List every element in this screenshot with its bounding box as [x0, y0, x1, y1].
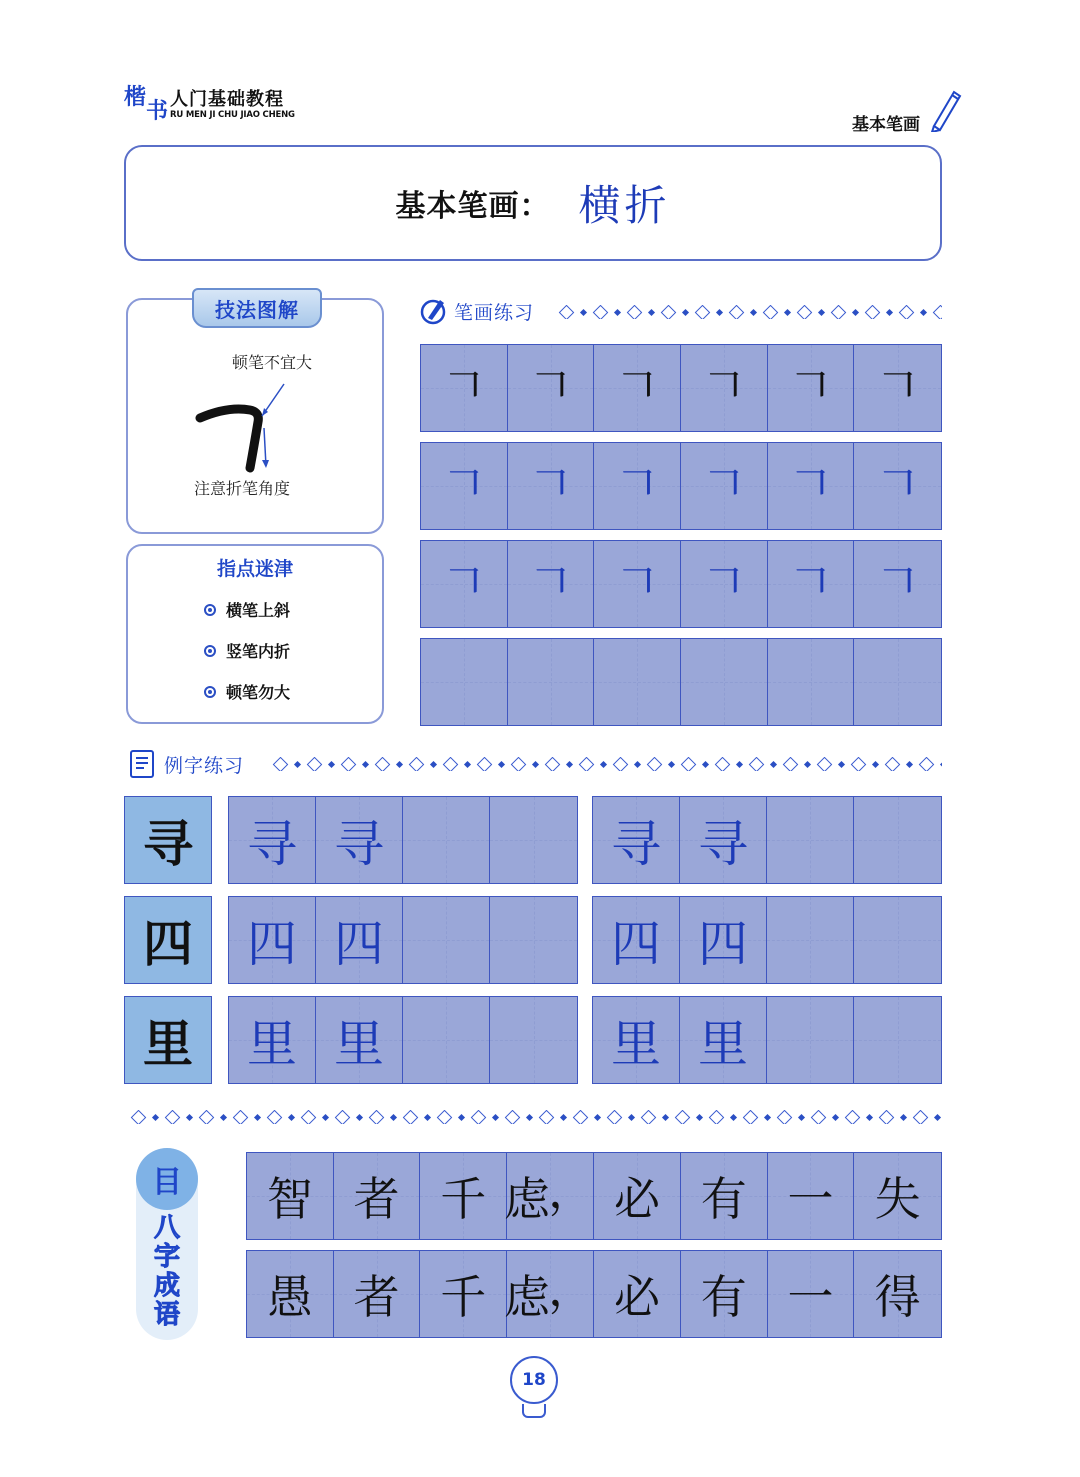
diamond-dot-icon [872, 760, 879, 767]
diamond-dot-icon [736, 760, 743, 767]
diamond-icon [831, 305, 847, 319]
example-cell[interactable] [854, 897, 941, 983]
example-cell[interactable]: 寻 [316, 797, 403, 883]
example-cell[interactable]: 四 [316, 897, 403, 983]
comma-mark: ， [548, 1262, 595, 1316]
example-cell[interactable] [403, 897, 490, 983]
diamond-icon [661, 305, 677, 319]
example-cell[interactable] [767, 897, 854, 983]
example-head-char: 里 [124, 996, 212, 1084]
diamond-icon [301, 1110, 317, 1124]
diamond-icon [919, 757, 935, 771]
diamond-divider [270, 757, 942, 771]
diamond-icon [695, 305, 711, 319]
stroke-row [420, 344, 942, 432]
diamond-icon [165, 1110, 181, 1124]
diamond-dot-icon [362, 760, 369, 767]
example-cell[interactable] [854, 797, 941, 883]
diamond-dot-icon [464, 760, 471, 767]
brand-shu: 书 [146, 98, 169, 124]
idiom-cell[interactable]: 得 [854, 1251, 941, 1337]
diamond-icon [715, 757, 731, 771]
diamond-icon [471, 1110, 487, 1124]
stroke-cell[interactable]: 𠃍 [768, 345, 855, 431]
idiom-cell[interactable]: 虑 ， [507, 1153, 594, 1239]
tips-title: 指点迷津 [216, 558, 293, 580]
idiom-cell[interactable]: 虑 ， [507, 1251, 594, 1337]
diamond-icon [797, 305, 813, 319]
stroke-cell[interactable]: 𠃍 [681, 443, 768, 529]
diamond-dot-icon [934, 1113, 941, 1120]
stroke-cell[interactable]: 𠃍 [421, 541, 508, 627]
diamond-dot-icon [294, 760, 301, 767]
tip-item [204, 639, 290, 662]
idiom-row [246, 1250, 942, 1338]
diamond-icon [233, 1110, 249, 1124]
diamond-icon [199, 1110, 215, 1124]
diamond-icon [749, 757, 765, 771]
stroke-cell[interactable]: 𠃍 [854, 541, 941, 627]
diamond-dot-icon [852, 308, 859, 315]
tip-text: 横笔上斜 [226, 601, 291, 620]
example-cell[interactable]: 里 [229, 997, 316, 1083]
example-cell[interactable] [403, 797, 490, 883]
title-label: 基本笔画： [395, 189, 551, 224]
stroke-row-empty [420, 638, 942, 726]
idiom-badge-icon: 目 [136, 1148, 198, 1210]
diamond-icon [675, 1110, 691, 1124]
stroke-cell[interactable]: 𠃍 [594, 345, 681, 431]
diamond-icon [627, 305, 643, 319]
practice-cell[interactable] [768, 639, 855, 725]
example-cell[interactable] [490, 897, 577, 983]
example-row-right [592, 996, 942, 1084]
example-cell[interactable] [403, 997, 490, 1083]
diamond-dot-icon [396, 760, 403, 767]
tip-text: 竖笔内折 [226, 642, 291, 661]
diamond-dot-icon [818, 308, 825, 315]
idiom-cell[interactable]: 者 [334, 1251, 421, 1337]
example-row-right [592, 896, 942, 984]
diamond-dot-icon [492, 1113, 499, 1120]
tip-item [204, 598, 290, 621]
brand-pinyin: RU MEN JI CHU JIAO CHENG [170, 110, 295, 120]
diamond-icon [641, 1110, 657, 1124]
diamond-icon [579, 757, 595, 771]
diamond-icon [933, 305, 942, 319]
example-cell[interactable]: 寻 [229, 797, 316, 883]
example-practice-label: 例字练习 [164, 754, 245, 777]
technique-note-top: 顿笔不宜大 [232, 353, 313, 372]
diamond-dot-icon [458, 1113, 465, 1120]
diamond-icon [403, 1110, 419, 1124]
diamond-icon [593, 305, 609, 319]
brand-kai: 楷 [124, 84, 147, 110]
diamond-icon [369, 1110, 385, 1124]
example-cell[interactable]: 四 [680, 897, 767, 983]
diamond-dot-icon [906, 760, 913, 767]
idiom-cell[interactable]: 千 [420, 1251, 507, 1337]
diamond-icon [559, 305, 575, 319]
diamond-dot-icon [328, 760, 335, 767]
stroke-cell[interactable]: 𠃍 [508, 443, 595, 529]
comma-mark: ， [548, 1164, 595, 1218]
diamond-icon [763, 305, 779, 319]
diamond-icon [811, 1110, 827, 1124]
diamond-divider [128, 1110, 942, 1124]
diamond-dot-icon [526, 1113, 533, 1120]
diamond-icon [131, 1110, 147, 1124]
stroke-cell[interactable]: 𠃍 [594, 443, 681, 529]
diamond-icon [267, 1110, 283, 1124]
example-cell[interactable]: 里 [680, 997, 767, 1083]
diamond-icon [817, 757, 833, 771]
diamond-dot-icon [920, 308, 927, 315]
diamond-icon [477, 757, 493, 771]
practice-cell[interactable] [421, 639, 508, 725]
diamond-dot-icon [390, 1113, 397, 1120]
diamond-dot-icon [628, 1113, 635, 1120]
diamond-dot-icon [866, 1113, 873, 1120]
diamond-icon [409, 757, 425, 771]
diamond-dot-icon [430, 760, 437, 767]
example-cell[interactable] [854, 997, 941, 1083]
example-head-char: 四 [124, 896, 212, 984]
diamond-icon [443, 757, 459, 771]
stroke-practice-label: 笔画练习 [454, 301, 535, 324]
diamond-dot-icon [770, 760, 777, 767]
stroke-cell[interactable]: 𠃍 [421, 345, 508, 431]
pen-circle-icon [420, 296, 448, 326]
idiom-cell[interactable]: 必 [594, 1153, 681, 1239]
bullet-icon [204, 686, 216, 698]
diamond-dot-icon [614, 308, 621, 315]
diamond-dot-icon [886, 308, 893, 315]
diamond-icon [335, 1110, 351, 1124]
technique-panel [126, 298, 384, 534]
diamond-dot-icon [254, 1113, 261, 1120]
diamond-icon [879, 1110, 895, 1124]
diamond-icon [273, 757, 289, 771]
diamond-dot-icon [594, 1113, 601, 1120]
diamond-dot-icon [498, 760, 505, 767]
diamond-icon [913, 1110, 929, 1124]
tip-text: 顿笔勿大 [226, 683, 291, 702]
diamond-dot-icon [784, 308, 791, 315]
diamond-dot-icon [804, 760, 811, 767]
stroke-cell[interactable]: 𠃍 [421, 443, 508, 529]
diamond-dot-icon [716, 308, 723, 315]
diamond-dot-icon [580, 308, 587, 315]
diamond-dot-icon [730, 1113, 737, 1120]
diamond-dot-icon [696, 1113, 703, 1120]
idiom-badge-text: 八字成语 [153, 1213, 180, 1330]
diamond-dot-icon [900, 1113, 907, 1120]
practice-cell[interactable] [594, 639, 681, 725]
pencil-icon [924, 86, 964, 132]
diamond-icon [505, 1110, 521, 1124]
bulb-icon [522, 1404, 546, 1418]
diamond-dot-icon [152, 1113, 159, 1120]
example-row-right [592, 796, 942, 884]
diamond-dot-icon [566, 760, 573, 767]
diamond-icon [307, 757, 323, 771]
diamond-dot-icon [702, 760, 709, 767]
example-cell[interactable]: 四 [229, 897, 316, 983]
diamond-dot-icon [634, 760, 641, 767]
example-head-char: 寻 [124, 796, 212, 884]
tips-panel [126, 544, 384, 724]
brand-logo [124, 86, 295, 122]
example-cell[interactable] [767, 997, 854, 1083]
diamond-icon [729, 305, 745, 319]
stroke-cell[interactable]: 𠃍 [768, 541, 855, 627]
diamond-dot-icon [220, 1113, 227, 1120]
bullet-icon [204, 645, 216, 657]
example-cell[interactable]: 四 [593, 897, 680, 983]
idiom-cell[interactable]: 愚 [247, 1251, 334, 1337]
diamond-dot-icon [532, 760, 539, 767]
idiom-cell[interactable]: 者 [334, 1153, 421, 1239]
stroke-cell[interactable]: 𠃍 [681, 541, 768, 627]
diamond-divider [556, 305, 942, 319]
diamond-dot-icon [798, 1113, 805, 1120]
brand-title: 人门基础教程 [170, 89, 285, 110]
example-cell[interactable]: 里 [316, 997, 403, 1083]
example-practice-header [128, 748, 244, 780]
diamond-dot-icon [750, 308, 757, 315]
diamond-dot-icon [600, 760, 607, 767]
stroke-practice-header [420, 296, 534, 326]
diamond-dot-icon [424, 1113, 431, 1120]
example-cell[interactable] [490, 997, 577, 1083]
stroke-cell[interactable]: 𠃍 [854, 443, 941, 529]
brand-text [170, 90, 295, 121]
diamond-dot-icon [186, 1113, 193, 1120]
idiom-cell[interactable]: 一 [768, 1153, 855, 1239]
diamond-icon [539, 1110, 555, 1124]
diamond-icon [681, 757, 697, 771]
idiom-cell[interactable]: 必 [594, 1251, 681, 1337]
example-cell[interactable]: 里 [593, 997, 680, 1083]
practice-cell[interactable] [508, 639, 595, 725]
example-cell[interactable]: 寻 [593, 797, 680, 883]
idiom-cell[interactable]: 千 [420, 1153, 507, 1239]
example-cell[interactable]: 寻 [680, 797, 767, 883]
diamond-icon [341, 757, 357, 771]
diamond-icon [573, 1110, 589, 1124]
diamond-icon [743, 1110, 759, 1124]
stroke-cell[interactable]: 𠃍 [681, 345, 768, 431]
diamond-dot-icon [322, 1113, 329, 1120]
practice-cell[interactable] [854, 639, 941, 725]
diamond-icon [647, 757, 663, 771]
diamond-icon [885, 757, 901, 771]
diamond-dot-icon [662, 1113, 669, 1120]
example-cell[interactable] [767, 797, 854, 883]
idiom-badge [136, 1148, 198, 1340]
diamond-dot-icon [356, 1113, 363, 1120]
diamond-dot-icon [560, 1113, 567, 1120]
diamond-icon [375, 757, 391, 771]
bullet-icon [204, 604, 216, 616]
diamond-dot-icon [838, 760, 845, 767]
diamond-dot-icon [682, 308, 689, 315]
stroke-diagram [188, 376, 308, 476]
diamond-icon [613, 757, 629, 771]
technique-note-bottom: 注意折笔角度 [194, 479, 291, 498]
idiom-cell[interactable]: 失 [854, 1153, 941, 1239]
technique-tab: 技法图解 [192, 288, 322, 328]
diamond-dot-icon [940, 760, 942, 767]
section-label: 基本笔画 [852, 115, 920, 135]
diamond-dot-icon [648, 308, 655, 315]
stroke-cell[interactable]: 𠃍 [768, 443, 855, 529]
diamond-dot-icon [832, 1113, 839, 1120]
book-icon [128, 748, 158, 780]
stroke-cell[interactable]: 𠃍 [854, 345, 941, 431]
diamond-icon [709, 1110, 725, 1124]
diamond-icon [777, 1110, 793, 1124]
idiom-row [246, 1152, 942, 1240]
stroke-row [420, 442, 942, 530]
stroke-cell[interactable]: 𠃍 [508, 541, 595, 627]
diamond-icon [437, 1110, 453, 1124]
example-row-left [228, 996, 578, 1084]
idiom-cell[interactable]: 有 [681, 1153, 768, 1239]
stroke-row [420, 540, 942, 628]
diamond-dot-icon [764, 1113, 771, 1120]
diamond-icon [511, 757, 527, 771]
idiom-cell[interactable]: 有 [681, 1251, 768, 1337]
example-cell[interactable] [490, 797, 577, 883]
practice-cell[interactable] [681, 639, 768, 725]
diamond-icon [865, 305, 881, 319]
idiom-cell[interactable]: 智 [247, 1153, 334, 1239]
diamond-icon [845, 1110, 861, 1124]
diamond-dot-icon [668, 760, 675, 767]
tip-item [204, 680, 290, 703]
stroke-cell[interactable]: 𠃍 [594, 541, 681, 627]
diamond-icon [899, 305, 915, 319]
stroke-cell[interactable]: 𠃍 [508, 345, 595, 431]
idiom-cell[interactable]: 一 [768, 1251, 855, 1337]
title-box [124, 145, 942, 261]
page-number: 18 [510, 1356, 558, 1404]
diamond-icon [607, 1110, 623, 1124]
diamond-dot-icon [288, 1113, 295, 1120]
diamond-icon [545, 757, 561, 771]
title-stroke-name: 横折 [578, 181, 671, 230]
diamond-icon [783, 757, 799, 771]
diamond-icon [851, 757, 867, 771]
example-row-left [228, 896, 578, 984]
example-row-left [228, 796, 578, 884]
